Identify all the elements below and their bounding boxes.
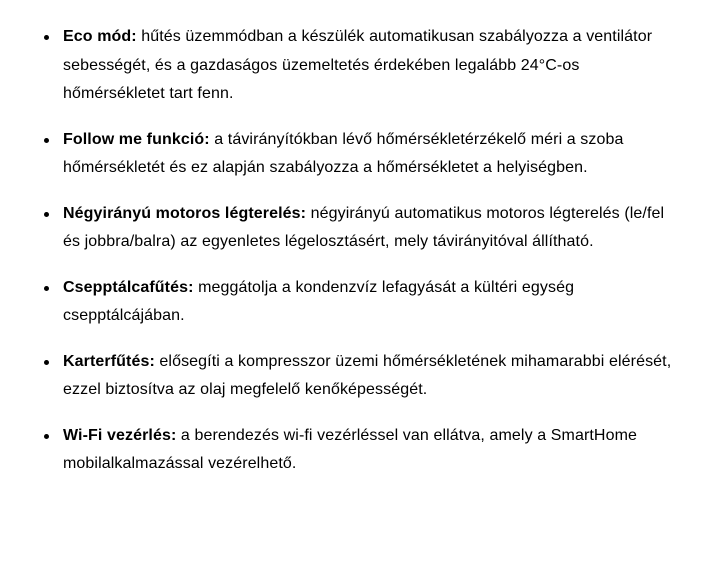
feature-title: Eco mód:	[63, 28, 137, 45]
list-item	[63, 348, 680, 405]
bullet-icon	[44, 434, 49, 439]
feature-description: a berendezés wi-fi vezérléssel van ellátva, amely a SmartHome mobilalkalmazással vezérelhető.	[63, 426, 638, 472]
bullet-icon	[44, 360, 49, 365]
bullet-icon	[44, 212, 49, 217]
feature-text	[63, 126, 680, 183]
feature-text	[63, 23, 680, 109]
feature-text	[63, 200, 680, 257]
feature-text	[63, 348, 680, 405]
list-item	[63, 274, 680, 331]
feature-text	[63, 422, 680, 479]
feature-text	[63, 274, 680, 331]
bullet-icon	[44, 35, 49, 40]
bullet-icon	[44, 286, 49, 291]
feature-title: Follow me funkció:	[63, 130, 210, 148]
feature-description: meggátolja a kondenzvíz lefagyását a kültéri egység csepptálcájában.	[63, 278, 575, 324]
list-item	[63, 200, 680, 257]
feature-description: hűtés üzemmódban a készülék automatikusan szabályozza a ventilátor sebességét, és a gazdaságos üzemeltetés érdekében legalább 24°C-os hőmérsékletet tart fenn.	[63, 28, 653, 102]
feature-description: elősegíti a kompresszor üzemi hőmérsékletének mihamarabbi elérését, ezzel biztosítva az olaj megfelelő kenőképességét.	[63, 352, 672, 398]
feature-title: Karterfűtés:	[63, 352, 155, 370]
list-item	[63, 422, 680, 479]
list-item	[63, 126, 680, 183]
bullet-icon	[44, 138, 49, 143]
list-item	[63, 23, 680, 109]
feature-title: Négyirányú motoros légterelés:	[63, 204, 307, 222]
feature-title: Wi-Fi vezérlés:	[63, 426, 177, 444]
feature-description: négyirányú automatikus motoros légterelés (le/fel és jobbra/balra) az egyenletes légelosztásért, mely távirányitóval állítható.	[63, 204, 665, 250]
feature-description: a távirányítókban lévő hőmérsékletérzékelő méri a szoba hőmérsékletét és ez alapján szabályozza a hőmérsékletet a helyiségben.	[63, 130, 624, 176]
feature-title: Csepptálcafűtés:	[63, 278, 194, 296]
